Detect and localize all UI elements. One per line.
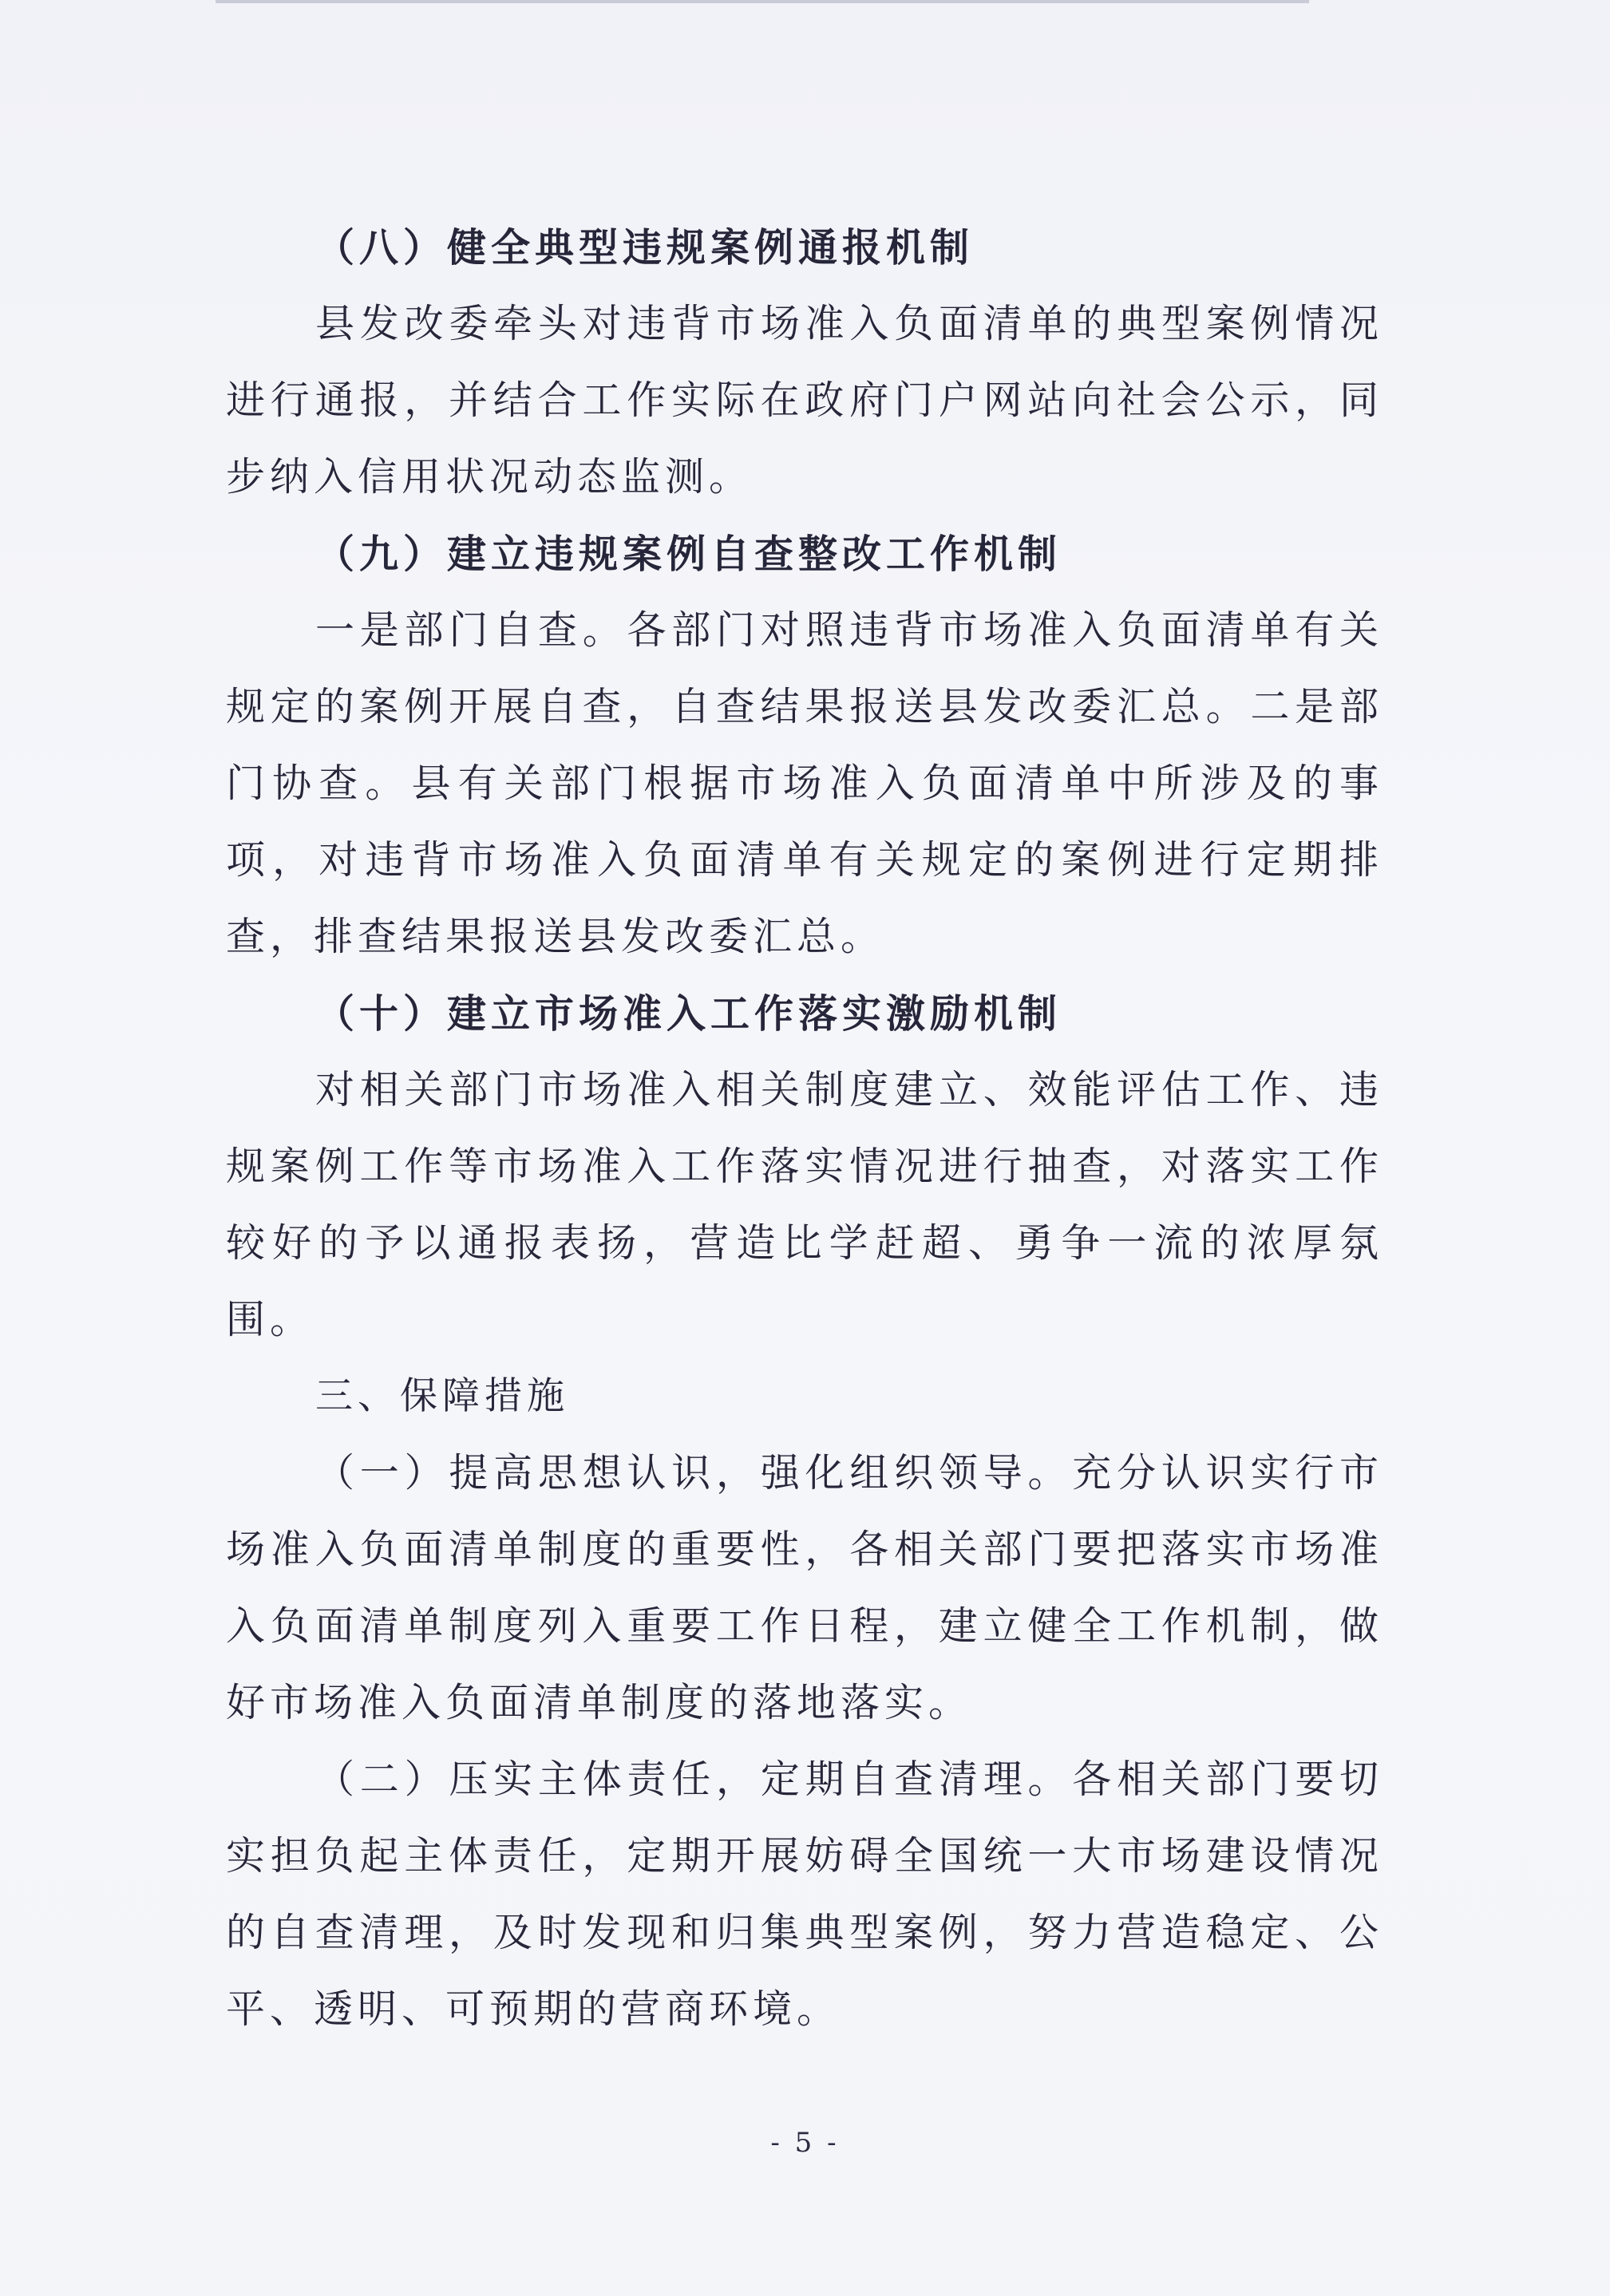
paragraph-violation-report: 县发改委牵头对违背市场准入负面清单的典型案例情况进行通报，并结合工作实际在政府门户网站向社会公示，同步纳入信用状况动态监测。: [226, 301, 1383, 500]
paragraph-incentive-mechanism: 对相关部门市场准入相关制度建立、效能评估工作、违规案例工作等市场准入工作落实情况进行抽查，对落实工作较好的予以通报表扬，营造比学赶超、勇争一流的浓厚氛围。: [226, 1067, 1383, 1342]
page-number: - 5 -: [770, 2127, 840, 2159]
heading-incentive-mechanism: （十）建立市场准入工作落实激励机制: [315, 990, 1062, 1037]
heading-typical-violation-report: （八）健全典型违规案例通报机制: [315, 224, 975, 271]
page-top-edge: [216, 0, 1309, 3]
document-body: [226, 209, 1383, 2048]
paragraph-safeguard-two: （二）压实主体责任，定期自查清理。各相关部门要切实担负起主体责任，定期开展妨碍全国统一大市场建设情况的自查清理，及时发现和归集典型案例，努力营造稳定、公平、透明、可预期的营商环境。: [226, 1757, 1383, 2032]
section-title-safeguards: 三、保障措施: [315, 1374, 569, 1418]
heading-self-inspection: （九）建立违规案例自查整改工作机制: [315, 531, 1062, 577]
paragraph-self-inspection: 一是部门自查。各部门对照违背市场准入负面清单有关规定的案例开展自查，自查结果报送县发改委汇总。二是部门协查。县有关部门根据市场准入负面清单中所涉及的事项，对违背市场准入负面清单有关规定的案例进行定期排查，排查结果报送县发改委汇总。: [226, 607, 1383, 959]
paragraph-safeguard-one: （一）提高思想认识，强化组织领导。充分认识实行市场准入负面清单制度的重要性，各相关部门要把落实市场准入负面清单制度列入重要工作日程，建立健全工作机制，做好市场准入负面清单制度的落地落实。: [226, 1450, 1383, 1725]
